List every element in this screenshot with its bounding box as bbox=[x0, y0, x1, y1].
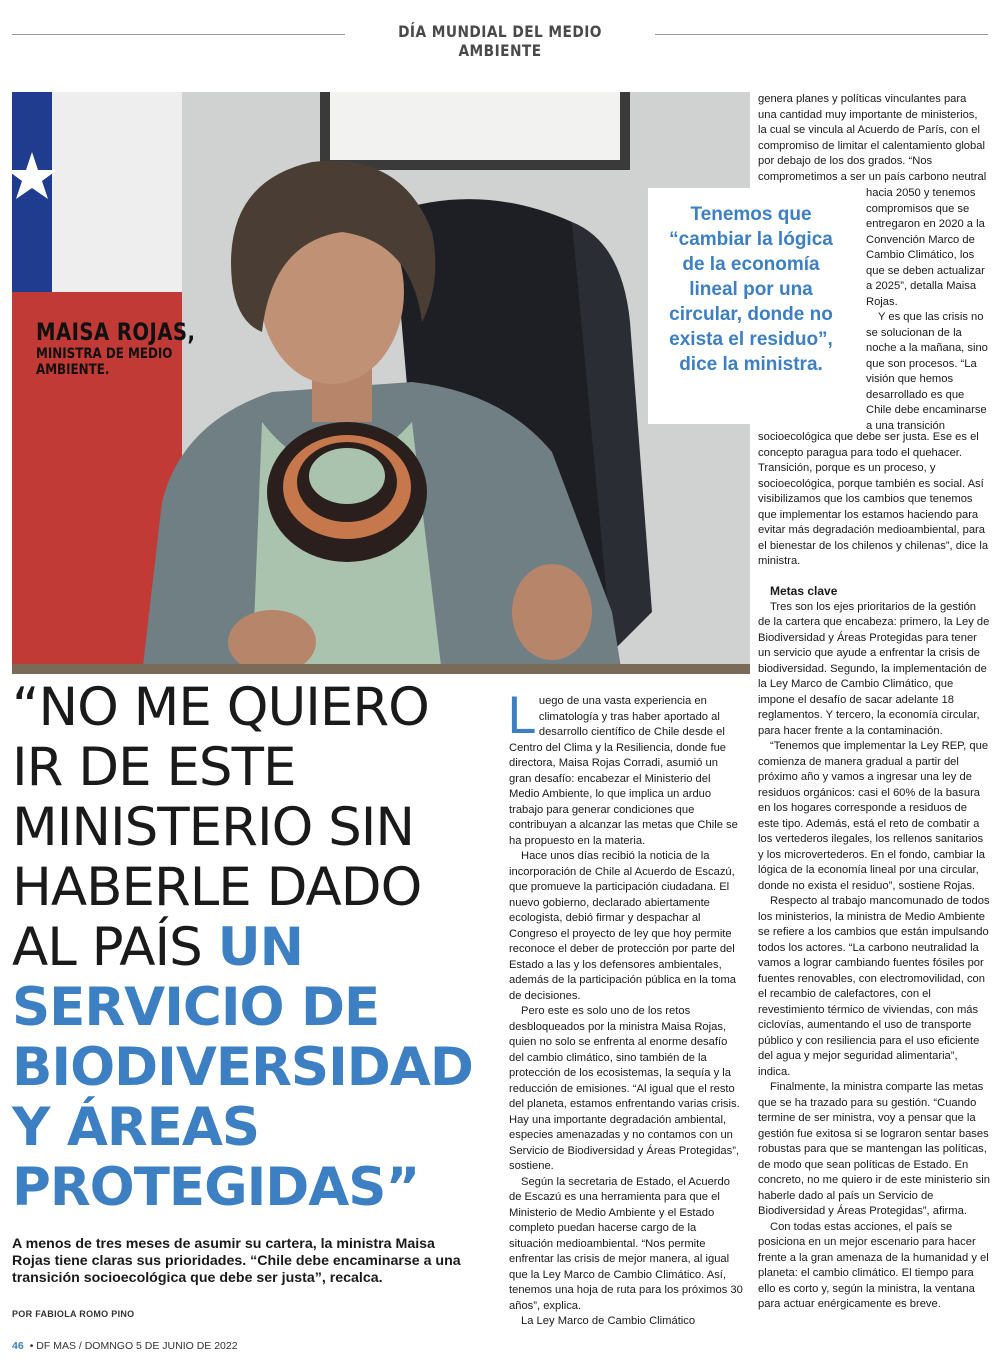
body-column-middle bbox=[507, 687, 743, 1330]
body-paragraph-4: Según la secretaria de Estado, el Acuerdo de Escazú es una herramienta para que el Ministerio de Medio Ambiente y el Estado completo puedan hacerse cargo de la situación medioambiental. “Nos permite enfrentar las crisis de mejor manera, al igual que la Ley Marco de Cambio Climático. Así, tenemos una hoja de ruta para los próximos 30 años”, explica. bbox=[509, 1175, 743, 1312]
body-paragraph-r6: “Tenemos que implementar la Ley REP, que comienza de manera gradual a partir del próximo año y vamos a ingresar una ley de residuos orgánicos: casi el 60% de la basura en los hogares corresponde a residuos de este tipo. Además, está el reto de combatir a los vertederos ilegales, los rellenos sanitarios y los microvertederos. En el fondo, cambiar la lógica de la economía lineal por una circular, donde no exista el residuo”, sostiene Rojas. bbox=[758, 740, 989, 892]
body-paragraph-5: La Ley Marco de Cambio Climático bbox=[521, 1315, 696, 1327]
body-column-right-top bbox=[758, 92, 988, 185]
photo-caption bbox=[36, 318, 236, 378]
drop-cap: L bbox=[507, 687, 535, 745]
minister-photo bbox=[12, 92, 750, 674]
body-paragraph-r1: genera planes y políticas vinculantes para una cantidad muy importante de ministerios, la cual se vincula al Acuerdo de París, con el compromiso de limitar el calentamiento global por debajo de los dos grados. “Nos comprometimos a ser un país carbono neutral bbox=[758, 93, 987, 183]
headline-black: “NO ME QUIERO IR DE ESTE MINISTERIO SIN HABERLE DADO AL PAÍS bbox=[12, 677, 429, 978]
body-paragraph-r8: Finalmente, la ministra comparte las metas que se ha trazado para su gestión. “Cuando termine de ser ministra, voy a pensar que la gestión fue exitosa si se lograron sentar bases robustas para que se mantengan las políticas, de modo que sean políticas de Estado. En concreto, no me quiero ir de este ministerio sin haberle dado al país un Servicio de Biodiversidad y Áreas Protegidas”, afirma. bbox=[758, 1081, 990, 1217]
body-paragraph-3: Pero este es solo uno de los retos desbloqueados por la ministra Maisa Rojas, quien no solo se enfrenta al enorme desafío del cambio climático, sino también de la protección de los ecosistemas, la sequía y la reducción de emisiones. “Al igual que el resto del planeta, estamos enfrentando varias crisis. Hay una importante degradación ambiental, especies amenazadas y no contamos con un Servicio de Biodiversidad y Áreas Protegidas”, sostiene. bbox=[509, 1005, 740, 1172]
pull-quote: Tenemos que “cambiar la lógica de la economía lineal por una circular, donde no exista el residuo”, dice la ministra. bbox=[669, 204, 833, 375]
body-paragraph-r9: Con todas estas acciones, el país se posiciona en un mejor escenario para hacer frente a la gran amenaza de la humanidad y el planeta: el cambio climático. El tiempo para ello es corto y, según la ministra, la ventana para actuar enérgicamente es breve. bbox=[758, 1220, 989, 1310]
page-number: 46 bbox=[12, 1340, 24, 1352]
caption-name: MAISA ROJAS, bbox=[36, 318, 196, 346]
photo-illustration bbox=[12, 92, 750, 674]
body-paragraph-r7: Respecto al trabajo mancomunado de todos los ministerios, la ministra de Medio Ambiente se refiere a los cambios que están impulsando todos los actores. “La carbono neutralidad la vamos a lograr cambiando fuentes fósiles por fuentes renovables, con electromovilidad, con el recambio de calefactores, con el revestimiento térmico de viviendas, con más ciclovías, aumentando el uso de transporte público y con resiliencia para el uso eficiente del agua y mejor seguridad alimentaria”, indica. bbox=[758, 895, 990, 1078]
headline-blue: UN SERVICIO DE BIODIVERSIDAD Y ÁREAS PROTEGIDAS” bbox=[12, 917, 473, 1218]
header-rule-right bbox=[655, 34, 988, 35]
body-paragraph-r3: Y es que las crisis no se solucionan de la noche a la mañana, sino que son procesos. “La visión que hemos desarrollado es que Chile debe encaminarse a una transición bbox=[866, 311, 988, 432]
body-paragraph-r5: Tres son los ejes prioritarios de la gestión de la cartera que encabeza: primero, la Ley de Biodiversidad y Áreas Protegidas para tener un servicio que ayude a enfrentar la crisis de biodiversidad. Segundo, la implementación de la Ley Marco de Cambio Climático, que impone el desafío de sacar adelante 18 reglamentos. Y tercero, la economía circular, para hacer frente a la contaminación. bbox=[758, 600, 990, 737]
section-header bbox=[0, 18, 1000, 60]
body-column-right-bottom bbox=[758, 584, 990, 1313]
body-column-right-mid bbox=[758, 430, 990, 570]
byline: POR FABIOLA ROMO PINO bbox=[12, 1309, 135, 1319]
caption-role: MINISTRA DE MEDIO AMBIENTE. bbox=[36, 346, 173, 378]
subhead-metas: Metas clave bbox=[770, 584, 838, 598]
publication-info: • DF MAS / DOMNGO 5 DE JUNIO DE 2022 bbox=[29, 1340, 238, 1352]
body-p1-text: uego de una vasta experiencia en climatología y tras haber aportado al desarrollo científico de Chile desde el Centro del Clima y la Resiliencia, donde fue directora, Maisa Rojas Corradi, asumió un gran desafío: encabezar el Ministerio del Medio Ambiente, lo que implica un arduo trabajo para generar condiciones que contribuyan a alcanzar las metas que Chile se ha propuesto en la materia. bbox=[509, 695, 738, 847]
body-paragraph-r2: hacia 2050 y tenemos compromisos que se entregaron en 2020 a la Convención Marco de Cambio Climático, los que se deben actualizar a 2025”, detalla Maisa Rojas. bbox=[866, 187, 985, 308]
pull-quote-box bbox=[648, 188, 850, 424]
headline bbox=[12, 678, 482, 1218]
section-title: DÍA MUNDIAL DEL MEDIO AMBIENTE bbox=[398, 22, 602, 60]
body-paragraph-2: Hace unos días recibió la noticia de la incorporación de Chile al Acuerdo de Escazú, que promueve la participación ciudadana. El nuevo gobierno, declarado abiertamente ecologista, debió firmar y despachar al Congreso el proyecto de ley que hoy permite reconoce el deber de protección por parte del Estado a las y los defensores ambientales, además de la participación pública en la toma de decisiones. bbox=[509, 850, 736, 1002]
body-column-right-narrow bbox=[866, 186, 990, 434]
page-footer bbox=[12, 1340, 238, 1352]
dek: A menos de tres meses de asumir su cartera, la ministra Maisa Rojas tiene claras sus prioridades. “Chile debe encaminarse a una transición socioecológica que debe ser justa”, recalca. bbox=[12, 1236, 461, 1286]
body-paragraph-r4: socioecológica que debe ser justa. Ese es el concepto paragua para todo el quehacer. Transición, porque es un proceso, y socioecológica, porque también es social. Así visibilizamos que los cambios que tenemos que implementar los estamos haciendo para evitar más degradación medioambiental, para el bienestar de los chilenos y chilenas”, dice la ministra. bbox=[758, 431, 989, 567]
header-rule-left bbox=[12, 34, 345, 35]
body-paragraph-1 bbox=[507, 687, 743, 849]
